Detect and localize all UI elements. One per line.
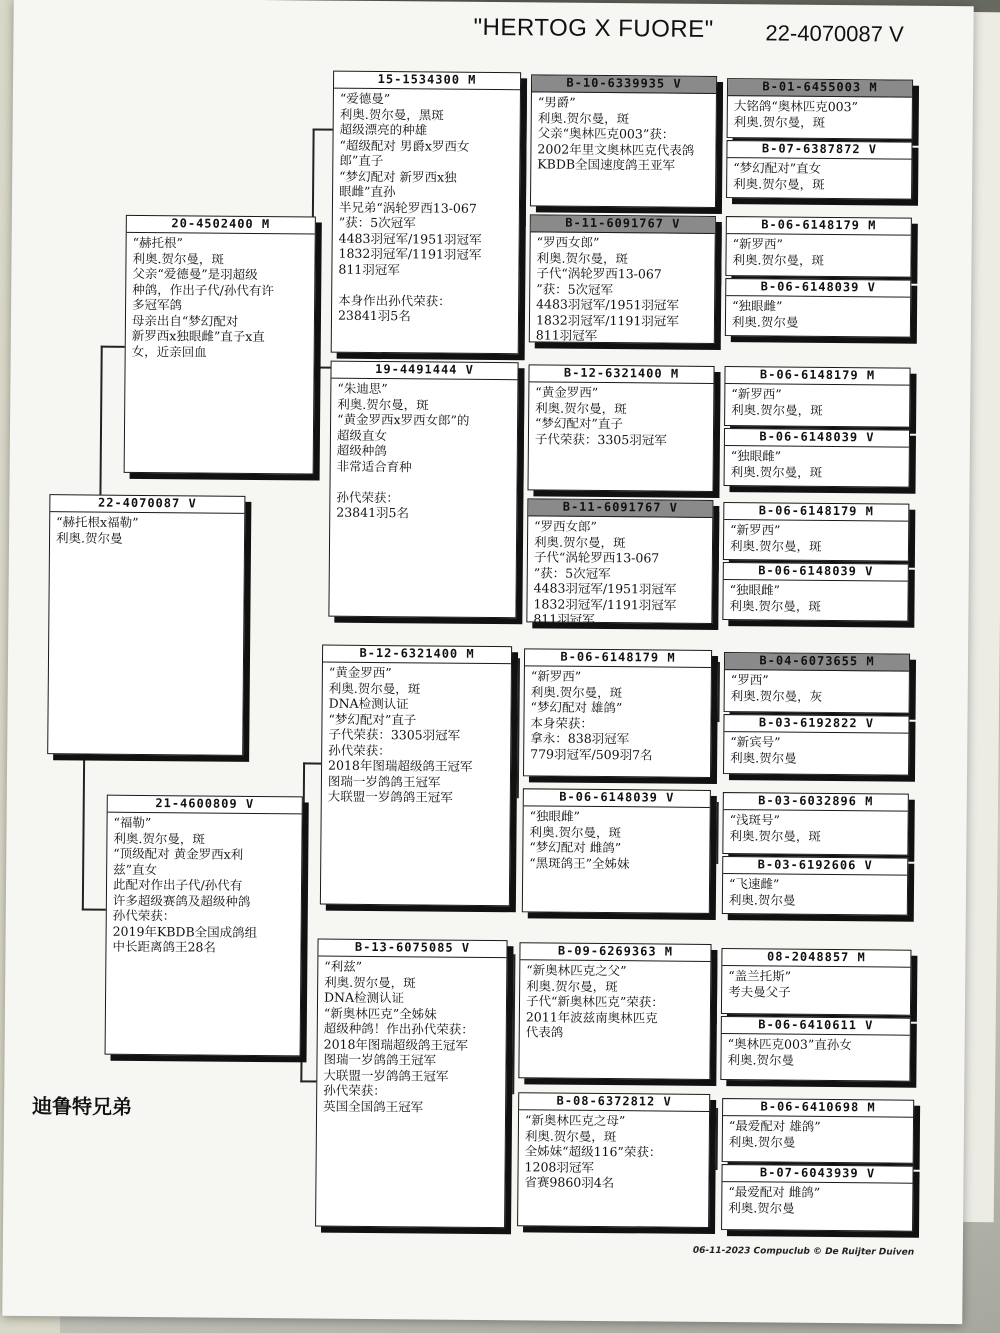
bird-info: “罗西” 利奥.贺尔曼，灰 [730,672,823,704]
ring-number: B-06-6148179 M [724,503,908,522]
ring-number: B-12-6321400 M [323,646,511,665]
bird-info: “新罗西” 利奥.贺尔曼，斑 “梦幻配对 雄鸽” 本身荣获： 拿永：838羽冠军 779羽冠军/509羽7名 [530,668,653,762]
ring-number: B-06-6148179 M [525,649,711,668]
bird-info: “盖兰托斯” 考夫曼父子 [728,968,792,1000]
connector [99,346,102,496]
connector [719,226,722,286]
connector [717,662,720,722]
pedigree-box-gen5 [724,428,910,488]
ring-number: 08-2048857 M [722,949,910,968]
pedigree-box-gen5 [720,1016,911,1082]
pedigree-box-gen5 [726,140,912,200]
pedigree-box-gen4 [522,788,711,914]
connector [313,128,335,130]
pedigree-box-gen5 [727,78,914,140]
ring-number: B-12-6321400 M [529,365,713,384]
bird-info: “独眼雌” 利奥.贺尔曼，斑 “梦幻配对 雌鸽” “黑斑鸽王”全姊妹 [529,808,630,871]
bird-info: “福勒” 利奥.贺尔曼，斑 “顶级配对 黄金罗西x利 兹”直女 此配对作出子代/孙代有 许多超级赛鸽及超级种鸽 孙代荣获： 2019年KBDB全国成鸽组 中长距离鸽王28名 [112,814,258,955]
ring-number: B-11-6091767 V [531,215,715,234]
ring-number: B-06-6148039 V [724,563,908,582]
ring-number: B-06-6148039 V [524,789,710,808]
connector [512,954,515,1094]
pedigree-box-gen5 [721,1164,914,1232]
ring-number: B-03-6192822 V [724,715,908,734]
ring-number: B-08-6372812 V [519,1093,709,1112]
connector [524,86,527,226]
bird-info: “独眼雌” 利奥.贺尔曼 [731,298,799,330]
pedigree-box-sire [124,215,316,475]
bird-info: “新奥林匹克之父” 利奥.贺尔曼，斑 子代“新奥林匹克”荣获： 2011年波兹南奥林匹克 代表鸽 [525,962,664,1040]
pedigree-box-gen5 [723,502,909,562]
pedigree-box-gen4 [523,648,712,778]
bird-info: “赫托根x福勒” 利奥.贺尔曼 [55,514,139,546]
connector [517,658,520,798]
ring-number: 21-4600809 V [108,796,302,815]
pedigree-box-gen3 [328,361,518,619]
pedigree-sheet [2,0,973,1324]
bird-info: “独眼雌” 利奥.贺尔曼，斑 [729,582,822,614]
ring-number: 15-1534300 M [334,72,520,91]
ring-number: B-06-6148179 M [727,217,911,236]
pedigree-box-gen4 [517,1092,710,1228]
bird-info: “新罗西” 利奥.贺尔曼，斑 [729,522,822,554]
ring-number: B-01-6455003 M [728,79,912,98]
bird-info: “爱德曼” 利奥.贺尔曼，黑斑 超级漂亮的种雄 “超级配对 男爵x罗西女 郎”直子 “梦幻配对 新罗西x独 眼雌”直孙 半兄弟“涡轮罗西13-067 ”获：5次冠军 4483羽冠军/1951羽冠军 1832羽冠军/1191羽冠军 811羽冠军 本身作出孙代荣获： 23841羽5名 [337,90,482,324]
pedigree-box-gen4 [518,942,711,1080]
bird-info: “新奥林匹克之母” 利奥.贺尔曼，斑 全姊妹“超级116”荣获： 1208羽冠军 省赛9860羽4名 [524,1112,662,1191]
bird-info: “最爱配对 雄鸽” 利奥.贺尔曼 [728,1118,821,1150]
pedigree-box-gen4 [527,364,714,492]
connector [717,512,720,572]
bird-info: “利兹” 利奥.贺尔曼，斑 DNA检测认证 “新奥林匹克”全姊妹 超级种鸽！作出孙代荣获： 2018年图瑞超级鸽王冠军 图瑞一岁鸽鸽王冠军 大联盟一岁鸽鸽王冠军 孙代荣获： 英国全国鸽王冠军 [323,958,474,1114]
handwritten-signature: 迪鲁特兄弟 [31,1094,133,1119]
pedigree-box-gen4 [530,74,717,208]
ring-number: B-06-6410611 V [722,1017,910,1036]
pedigree-box-gen5 [724,366,911,428]
bird-info: “独眼雌” 利奥.贺尔曼，斑 [730,448,823,480]
ring-number: B-09-6269363 M [520,943,710,962]
pedigree-box-gen5 [725,216,912,278]
bird-info: “新宾号” 利奥.贺尔曼 [730,734,797,766]
bird-info: “黄金罗西” 利奥.贺尔曼，斑 DNA检测认证 “梦幻配对”直子 子代荣获：3305羽冠军 孙代荣获： 2018年图瑞超级鸽王冠军 图瑞一岁鸽鸽王冠军 大联盟一岁鸽鸽王冠军 [327,664,473,805]
connector [521,372,524,498]
pedigree-box-gen4 [529,214,716,344]
connector [718,376,721,436]
bird-info: “黄金罗西” 利奥.贺尔曼，斑 “梦幻配对”直子 子代荣获：3305羽冠军 [534,384,667,448]
pedigree-box-gen5 [724,652,911,714]
bird-info: “朱迪思” 利奥.贺尔曼，斑 “黄金罗西x罗西女郎”的 超级直女 超级种鸽 非常适合育种 孙代荣获： 23841羽5名 [336,380,470,521]
pedigree-box-subject [47,494,245,756]
bird-info: “罗西女郎” 利奥.贺尔曼，斑 子代“涡轮罗西13-067 ”获：5次冠军 4483羽冠军/1951羽冠军 1832羽冠军/1191羽冠军 811羽冠军 [533,518,677,627]
pedigree-box-gen3 [331,71,521,355]
bird-info: “梦幻配对”直女 利奥.贺尔曼，斑 [733,160,825,192]
pedigree-box-gen4 [526,498,713,627]
bird-info: “新罗西” 利奥.贺尔曼，斑 [732,236,825,268]
connector [716,802,719,864]
pedigree-box-gen5 [722,562,908,622]
pedigree-box-gen5 [723,714,910,776]
connector [716,1108,719,1170]
bird-info: “新罗西” 利奥.贺尔曼，斑 [731,386,823,418]
bird-info: “赫托根” 利奥.贺尔曼，斑 父亲“爱德曼”是羽超级 种鸽，作出子代/孙代有许 多冠军鸽 母亲出自“梦幻配对 新罗西x独眼雌”直子x直 女，近亲回血 [131,234,275,360]
pedigree-ring-number: 22-4070087 V [765,20,904,47]
ring-number: B-06-6148039 V [725,429,909,448]
connector [715,958,718,1024]
ring-number: B-06-6148039 V [726,279,910,298]
ring-number: B-06-6410698 M [723,1099,913,1118]
ring-number: B-03-6192606 V [723,857,907,876]
connector [82,760,85,910]
pedigree-box-gen5 [722,792,909,856]
pedigree-title: "HERTOG X FUORE" [473,13,714,43]
pedigree-box-gen5 [722,1098,915,1164]
bird-info: “奥林匹克003”直孙女 利奥.贺尔曼 [727,1036,852,1068]
ring-number: 22-4070087 V [50,495,244,514]
ring-number: 19-4491444 V [331,362,517,381]
ring-number: B-10-6339935 V [532,75,716,94]
ring-number: B-13-6075085 V [318,940,506,959]
ring-number: B-06-6148179 M [725,367,909,386]
bird-info: “浅斑号” 利奥.贺尔曼，斑 [729,812,822,844]
pedigree-box-gen3 [320,645,512,907]
ring-number: 20-4502400 M [127,216,315,235]
pedigree-box-gen5 [721,948,912,1016]
bird-info: “男爵” 利奥.贺尔曼，斑 父亲“奥林匹克003”获： 2002年里文奥林匹克代表鸽 KBDB全国速度鸽王亚军 [537,94,695,173]
ring-number: B-04-6073655 M [725,653,909,672]
ring-number: B-07-6043939 V [722,1165,912,1184]
connector [720,88,723,148]
bird-info: “飞速雌” 利奥.贺尔曼 [728,876,796,908]
pedigree-box-gen5 [725,278,911,338]
pedigree-box-gen3 [315,939,508,1229]
footer-credit: 06-11-2023 Compuclub © De Ruijter Duiven [692,1245,915,1258]
ring-number: B-11-6091767 V [528,499,712,518]
ring-number: B-07-6387872 V [727,141,911,160]
bird-info: “最爱配对 雌鸽” 利奥.贺尔曼 [728,1184,821,1216]
bird-info: “罗西女郎” 利奥.贺尔曼，斑 子代“涡轮罗西13-067 ”获：5次冠军 4483羽冠军/1951羽冠军 1832羽冠军/1191羽冠军 811羽冠军 [535,234,680,343]
bird-info: 大铭鸽“奥林匹克003” 利奥.贺尔曼，斑 [733,98,859,130]
pedigree-box-dam [105,795,303,1057]
pedigree-box-gen5 [722,856,908,916]
ring-number: B-03-6032896 M [724,793,908,812]
